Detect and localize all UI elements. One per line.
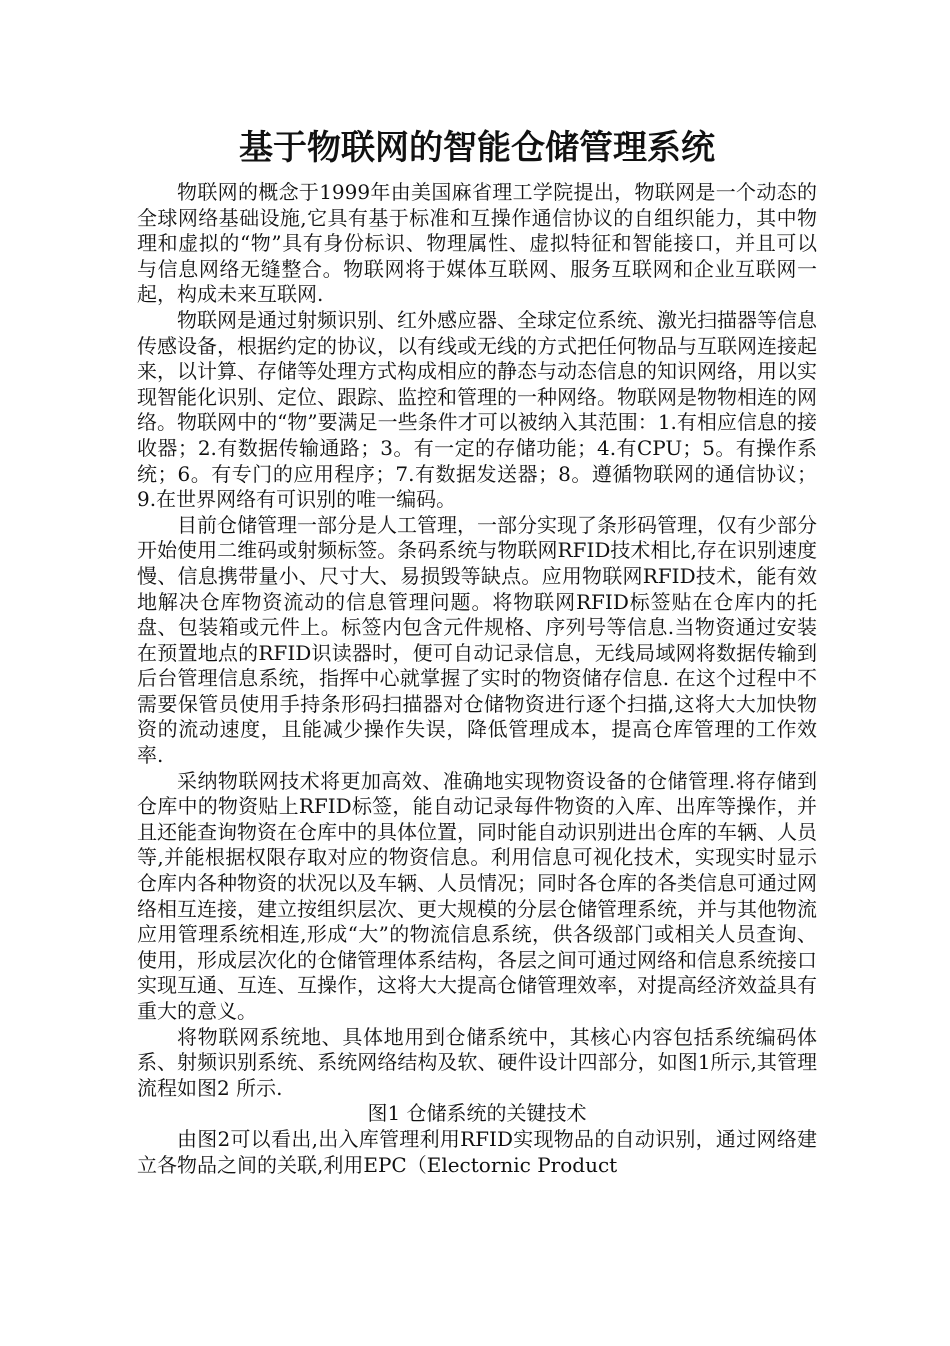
paragraph-system-components: 将物联网系统地、具体地用到仓储系统中，其核心内容包括系统编码体系、射频识别系统、系统网络结构及软、硬件设计四部分，如图1所示,其管理流程如图2 所示. xyxy=(137,1024,817,1100)
figure-caption: 图1 仓储系统的关键技术 xyxy=(367,1101,587,1126)
paragraph-figure-2-description: 由图2可以看出,出入库管理利用RFID实现物品的自动识别，通过网络建立各物品之间的关联,利用EPC（Electornic Product xyxy=(137,1126,817,1177)
document-title: 基于物联网的智能仓储管理系统 xyxy=(239,128,715,168)
paragraph-iot-definition: 物联网是通过射频识别、红外感应器、全球定位系统、激光扫描器等信息传感设备，根据约定的协议，以有线或无线的方式把任何物品与互联网连接起来，以计算、存储等处理方式构成相应的静态与动态信息的知识网络，用以实现智能化识别、定位、跟踪、监控和管理的一种网络。物联网是物物相连的网络。物联网中的“物”要满足一些条件才可以被纳入其范围：1.有相应信息的接收器；2.有数据传输通路；3。有一定的存储功能；4.有CPU；5。有操作系统；6。有专门的应用程序；7.有数据发送器；8。遵循物联网的通信协议；9.在世界网络有可识别的唯一编码。 xyxy=(137,307,817,512)
document-page xyxy=(137,122,817,1178)
paragraph-iot-concept: 物联网的概念于1999年由美国麻省理工学院提出，物联网是一个动态的全球网络基础设施,它具有基于标准和互操作通信协议的自组织能力，其中物理和虚拟的“物”具有身份标识、物理属性、虚拟特征和智能接口，并且可以与信息网络无缝整合。物联网将于媒体互联网、服务互联网和企业互联网一起，构成未来互联网. xyxy=(137,180,817,307)
paragraph-warehouse-status: 目前仓储管理一部分是人工管理，一部分实现了条形码管理，仅有少部分开始使用二维码或射频标签。条码系统与物联网RFID技术相比,存在识别速度慢、信息携带量小、尺寸大、易损毁等缺点。应用物联网RFID技术，能有效地解决仓库物资流动的信息管理问题。将物联网RFID标签贴在仓库内的托盘、包装箱或元件上。标签内包含元件规格、序列号等信息.当物资通过安装在预置地点的RFID识读器时，便可自动记录信息，无线局域网将数据传输到后台管理信息系统，指挥中心就掌握了实时的物资储存信息. 在这个过程中不需要保管员使用手持条形码扫描器对仓储物资进行逐个扫描,这将大大加快物资的流动速度，且能减少操作失误，降低管理成本，提高仓库管理的工作效率. xyxy=(137,512,817,768)
paragraph-iot-adoption: 采纳物联网技术将更加高效、准确地实现物资设备的仓储管理.将存储到仓库中的物资贴上RFID标签，能自动记录每件物资的入库、出库等操作，并且还能查询物资在仓库中的具体位置，同时能自动识别进出仓库的车辆、人员等,并能根据权限存取对应的物资信息。利用信息可视化技术，实现实时显示仓库内各种物资的状况以及车辆、人员情况；同时各仓库的各类信息可通过网络相互连接，建立按组织层次、更大规模的分层仓储管理系统，并与其他物流应用管理系统相连,形成“大”的物流信息系统，供各级部门或相关人员查询、使用，形成层次化的仓储管理体系结构，各层之间可通过网络和信息系统接口实现互通、互连、互操作，这将大大提高仓储管理效率，对提高经济效益具有重大的意义。 xyxy=(137,768,817,1023)
